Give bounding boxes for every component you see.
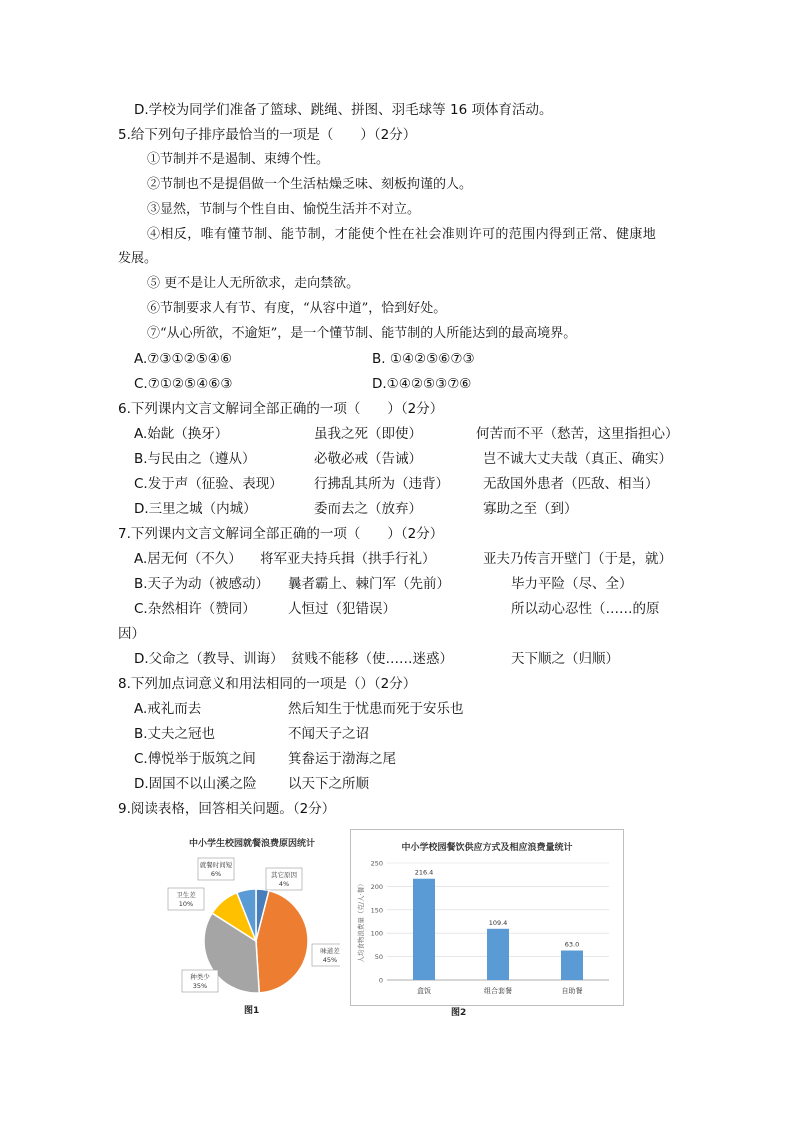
figure-2-caption: 图2 bbox=[451, 1008, 467, 1018]
x-tick-label-2: 组合套餐 bbox=[484, 987, 512, 995]
pie-label-pct: 6% bbox=[210, 870, 222, 878]
q6-c-3: 无敌国外患者（匹敌、相当） bbox=[483, 476, 659, 492]
pie-label-name: 味道差 bbox=[320, 947, 340, 955]
pie-label-2 bbox=[312, 944, 340, 966]
q9-stem: 9.阅读表格，回答相关问题。（2分） bbox=[118, 801, 336, 817]
q4-option-d: D.学校为同学们准备了篮球、跳绳、拼图、羽毛球等 16 项体育活动。 bbox=[134, 102, 553, 118]
y-tick-label-200: 200 bbox=[370, 882, 383, 891]
y-tick-label-50: 50 bbox=[374, 953, 383, 962]
q6-stem: 6.下列课内文言文解词全部正确的一项（ ）（2分） bbox=[118, 401, 444, 417]
q7-b-1: B.天子为动（被感动） bbox=[134, 576, 270, 592]
q5-sentence-5: ⑤ 更不是让人无所欲求，走向禁欲。 bbox=[147, 276, 360, 291]
pie-chart-panel bbox=[163, 826, 341, 1004]
pie-chart-title: 中小学生校园就餐浪费原因统计 bbox=[188, 839, 315, 849]
q8-a-2: 然后知生于忧患而死于安乐也 bbox=[288, 701, 464, 717]
bar-value-label-2: 109.4 bbox=[488, 918, 508, 927]
q6-c-2: 行拂乱其所为（违背） bbox=[314, 476, 449, 492]
q7-stem: 7.下列课内文言文解词全部正确的一项（ ）（2分） bbox=[118, 526, 444, 542]
q7-b-2: 曩者霸上、棘门军（先前） bbox=[288, 576, 450, 592]
pie-label-5 bbox=[198, 858, 234, 880]
q5-sentence-2: ②节制也不是提倡做一个生活枯燥乏味、刻板拘谨的人。 bbox=[147, 177, 473, 192]
q6-a-2: 虽我之死（即使） bbox=[314, 426, 422, 442]
q8-d-2: 以天下之所顺 bbox=[288, 776, 369, 792]
figure-1-caption: 图1 bbox=[244, 1006, 260, 1016]
q7-a-1: A.居无何（不久） bbox=[134, 551, 242, 567]
y-axis-label: 人均食物浪费量（克/人·餐） bbox=[357, 880, 365, 963]
q8-c-2: 箕畚运于渤海之尾 bbox=[288, 751, 396, 767]
y-tick-label-100: 100 bbox=[370, 929, 383, 938]
q5-sentence-4-cont: 发展。 bbox=[118, 251, 158, 266]
q8-b-2: 不闻天子之诏 bbox=[288, 726, 369, 742]
pie-label-name: 卫生差 bbox=[176, 891, 196, 899]
q5-sentence-7: ⑦“从心所欲，不逾矩”，是一个懂节制、能节制的人所能达到的最高境界。 bbox=[147, 326, 577, 341]
q6-b-2: 必敬必戒（告诫） bbox=[314, 451, 422, 467]
q6-d-1: D.三里之城（内城） bbox=[134, 501, 257, 517]
y-tick-label-0: 0 bbox=[378, 976, 383, 985]
bar-chart bbox=[351, 830, 623, 1005]
q6-a-3: 何苦而不平（愁苦，这里指担心） bbox=[476, 426, 679, 442]
pie-label-4 bbox=[168, 888, 204, 910]
bar-value-label-3: 63.0 bbox=[564, 940, 580, 949]
bar-1 bbox=[413, 879, 435, 980]
x-tick-label-3: 自助餐 bbox=[561, 987, 583, 995]
q6-c-1: C.发于声（征验、表现） bbox=[134, 476, 283, 492]
bar-chart-title: 中小学校园餐饮供应方式及相应浪费量统计 bbox=[401, 843, 573, 853]
q7-c-1: C.杂然相许（赞同） bbox=[134, 601, 256, 617]
pie-label-3 bbox=[182, 970, 218, 992]
bar-chart-panel bbox=[350, 829, 624, 1006]
q6-b-3: 岂不诚大丈夫哉（真正、确实） bbox=[483, 451, 672, 467]
q5-option-b: B. ①④②⑤⑥⑦③ bbox=[372, 351, 475, 367]
y-tick-label-250: 250 bbox=[370, 859, 383, 868]
q7-a-3: 亚夫乃传言开壁门（于是，就） bbox=[483, 551, 672, 567]
q7-b-3: 毕力平险（尽、全） bbox=[511, 576, 633, 592]
q5-stem: 5.给下列句子排序最恰当的一项是（ ）（2分） bbox=[118, 127, 417, 143]
q5-option-a: A.⑦③①②⑤④⑥ bbox=[134, 351, 233, 367]
q7-c-3: 所以动心忍性（……的原 bbox=[511, 601, 660, 617]
q8-c-1: C.傅悦举于版筑之间 bbox=[134, 751, 256, 767]
bar-value-label-1: 216.4 bbox=[414, 868, 434, 877]
pie-label-name: 其它原因 bbox=[271, 871, 297, 879]
q6-b-1: B.与民由之（遵从） bbox=[134, 451, 256, 467]
pie-chart bbox=[164, 827, 340, 1003]
q7-c-2: 人恒过（犯错误） bbox=[288, 601, 396, 617]
q8-d-1: D.固国不以山溪之险 bbox=[134, 776, 257, 792]
y-tick-label-150: 150 bbox=[370, 906, 383, 915]
q5-option-c: C.⑦①②⑤④⑥③ bbox=[134, 376, 233, 392]
q5-sentence-4: ④相反，唯有懂节制、能节制，才能使个性在社会准则许可的范围内得到正常、健康地 bbox=[147, 227, 657, 242]
q7-c-3-cont: 因） bbox=[118, 626, 145, 642]
q6-d-2: 委而去之（放弃） bbox=[314, 501, 422, 517]
q8-a-1: A.戒礼而去 bbox=[134, 701, 202, 717]
pie-label-name: 种类少 bbox=[190, 973, 210, 981]
q5-sentence-6: ⑥节制要求人有节、有度，“从容中道”，恰到好处。 bbox=[147, 301, 447, 316]
q6-d-3: 寡助之至（到） bbox=[483, 501, 578, 517]
pie-label-1 bbox=[266, 868, 302, 890]
pie-label-name: 就餐时间短 bbox=[199, 861, 233, 869]
q5-sentence-1: ①节制并不是遏制、束缚个性。 bbox=[147, 152, 330, 167]
q8-b-1: B.丈夫之冠也 bbox=[134, 726, 216, 742]
q7-d-2: 贫贱不能移（使……迷惑） bbox=[291, 651, 453, 667]
q7-d-3: 天下顺之（归顺） bbox=[511, 651, 619, 667]
pie-label-pct: 45% bbox=[322, 956, 338, 964]
x-tick-label-1: 盒饭 bbox=[417, 987, 431, 995]
bar-3 bbox=[561, 951, 583, 980]
q7-d-1: D.父命之（教导、训诲） bbox=[134, 651, 284, 667]
q8-stem: 8.下列加点词意义和用法相同的一项是（）（2分） bbox=[118, 676, 417, 692]
pie-label-pct: 4% bbox=[278, 880, 290, 888]
q6-a-1: A.始龀（换牙） bbox=[134, 426, 229, 442]
pie-label-pct: 35% bbox=[192, 982, 208, 990]
bar-2 bbox=[487, 929, 509, 980]
q7-a-2: 将军亚夫持兵揖（拱手行礼） bbox=[260, 551, 436, 567]
q5-option-d: D.①④②⑤③⑦⑥ bbox=[372, 376, 472, 392]
pie-label-pct: 10% bbox=[178, 900, 194, 908]
q5-sentence-3: ③显然，节制与个性自由、愉悦生活并不对立。 bbox=[147, 202, 421, 217]
